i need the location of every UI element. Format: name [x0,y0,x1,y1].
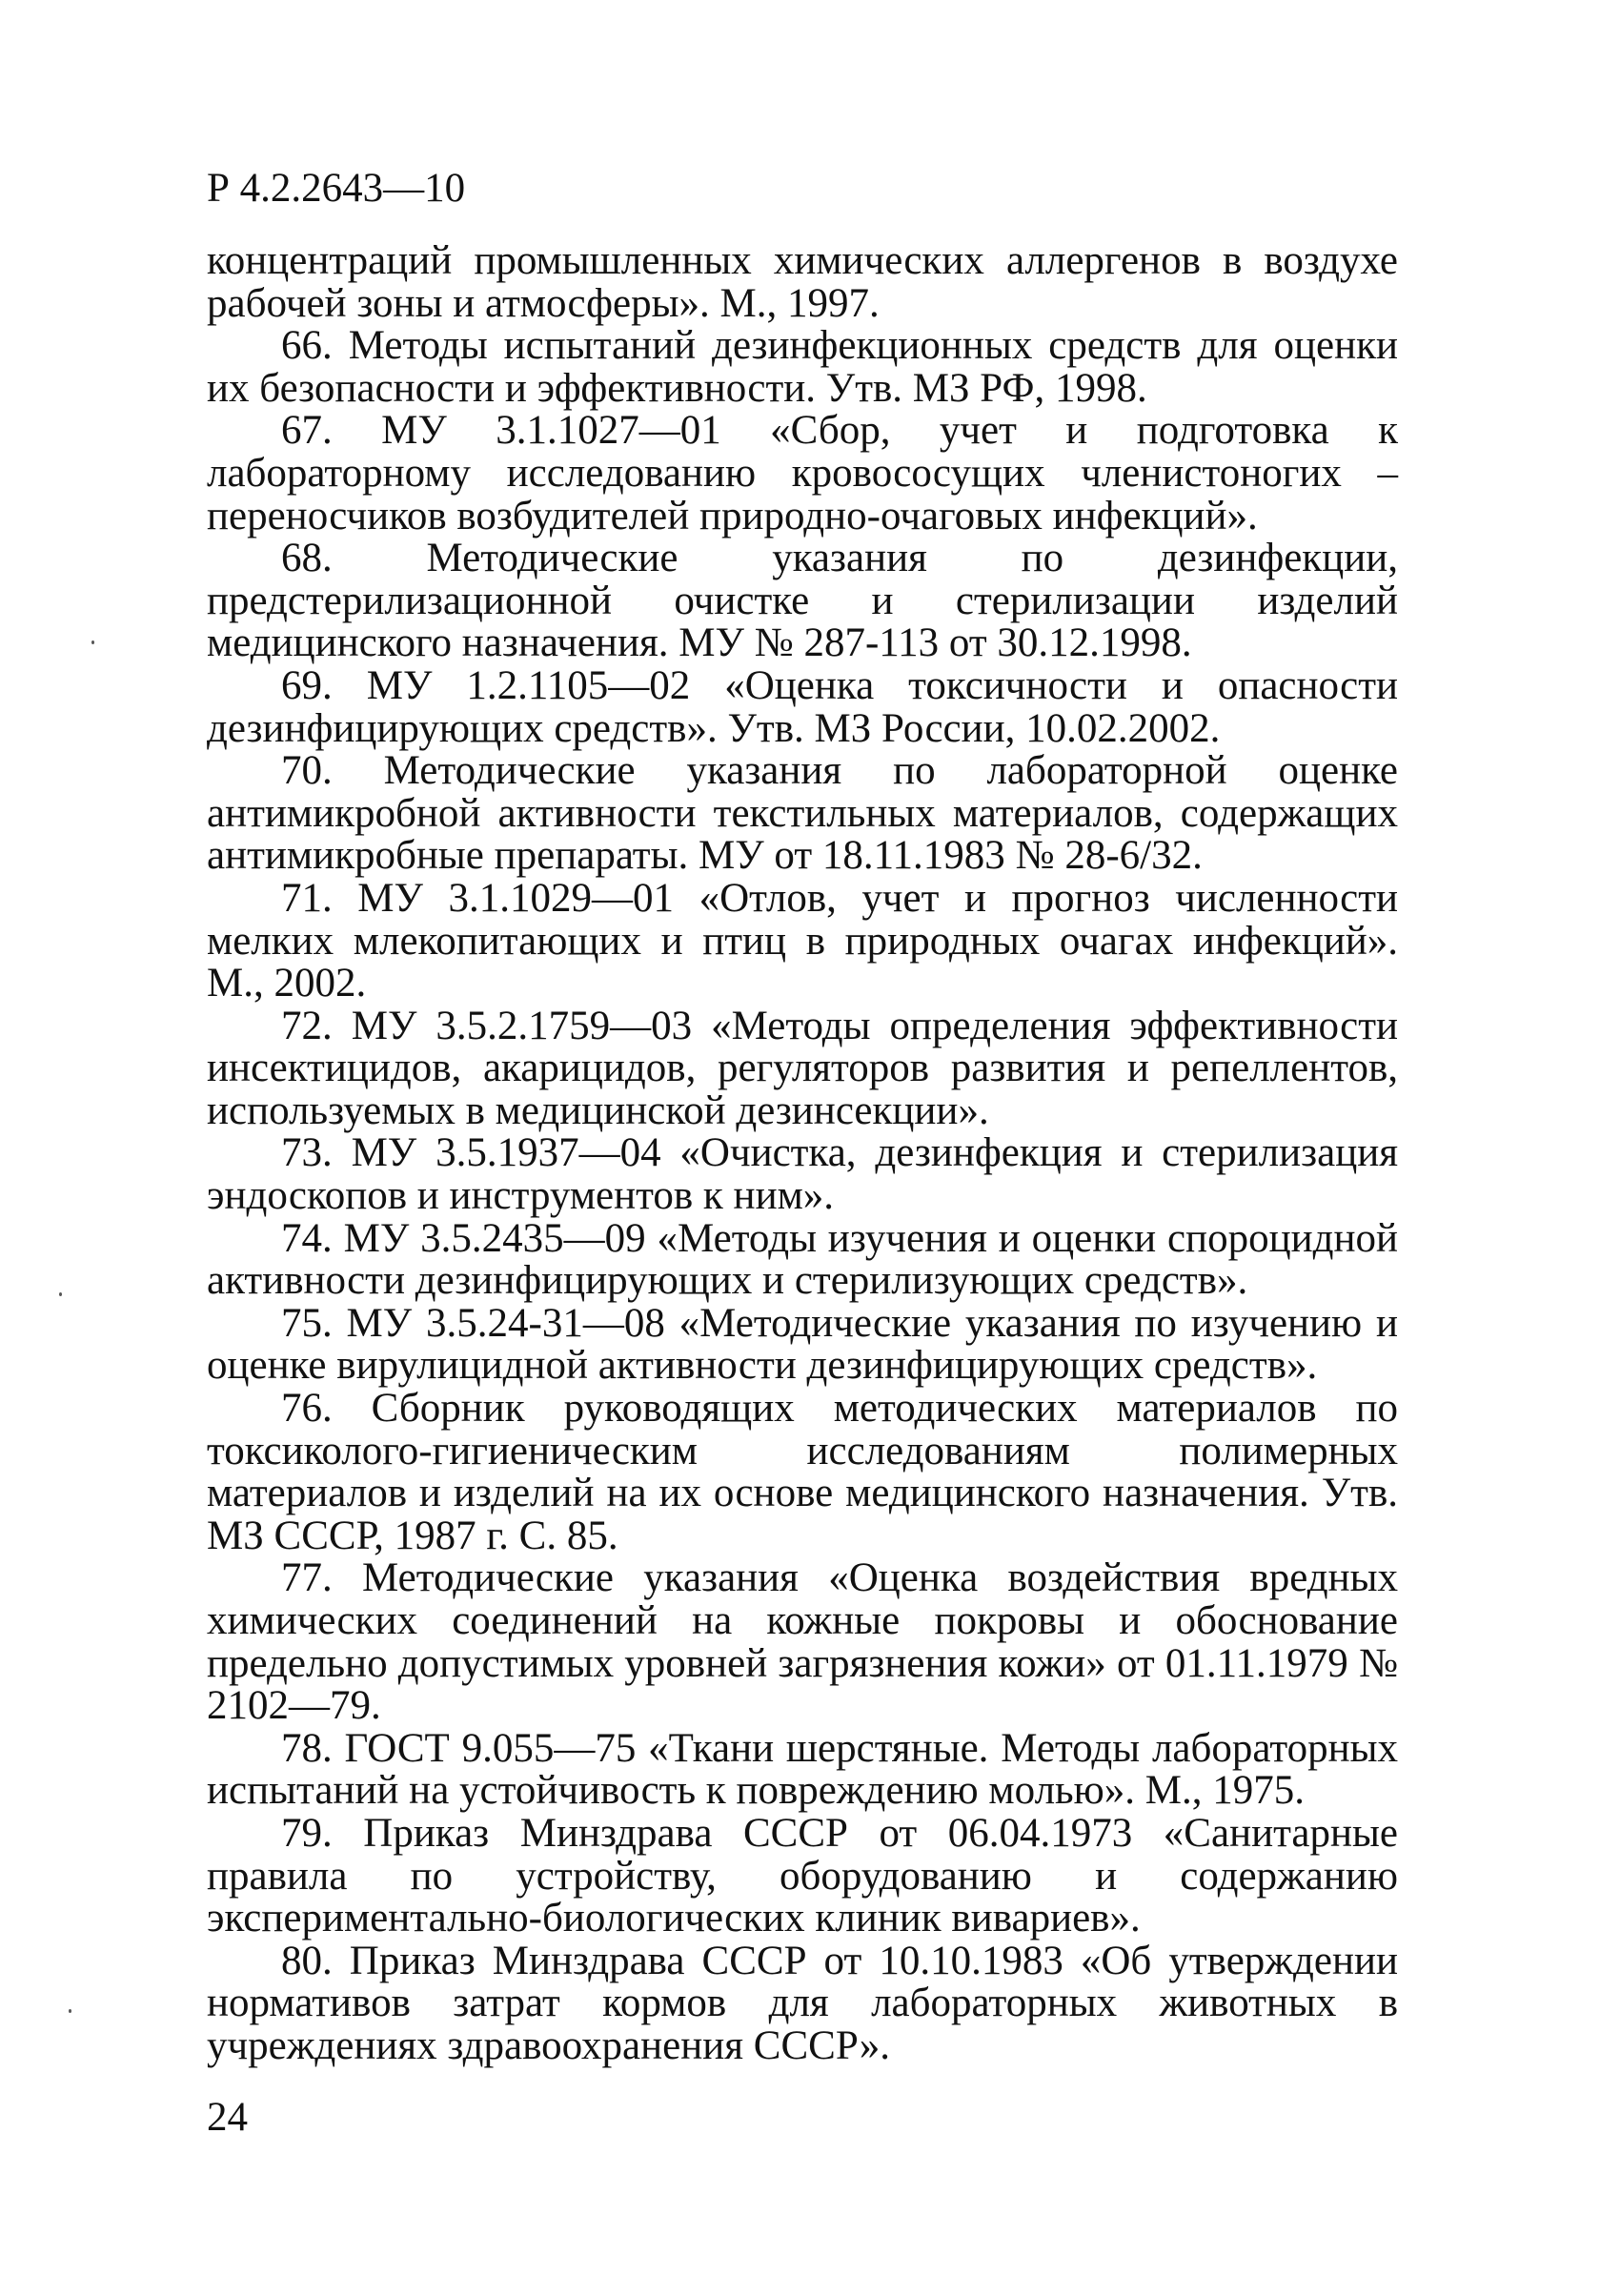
reference-item-78: 78. ГОСТ 9.055—75 «Ткани шерстяные. Методы лабораторных испытаний на устойчивость к повреждению молью». М., 1975. [207,1725,1398,1814]
scan-speck [91,640,94,644]
page-number: 24 [207,2095,248,2140]
reference-item-72: 72. МУ 3.5.2.1759—03 «Методы определения эффективности инсектицидов, акарицидов, регуляторов развития и репеллентов, используемых в медицинской дезинсекции». [207,1003,1398,1133]
reference-item-76: 76. Сборник руководящих методических материалов по токсиколого-гигиеническим исследованиям полимерных материалов и изделий на их основе медицинского назначения. Утв. МЗ СССР, 1987 г. С. 85. [207,1386,1398,1558]
document-id-header: Р 4.2.2643—10 [207,166,466,211]
reference-item-67: 67. МУ 3.1.1027—01 «Сбор, учет и подготовка к лабораторному исследованию кровососущих членистоногих – переносчиков возбудителей природно-очаговых инфекций». [207,408,1398,538]
reference-item-77: 77. Методические указания «Оценка воздействия вредных химических соединений на кожные покровы и обоснование предельно допустимых уровней загрязнения кожи» от 01.11.1979 № 2102—79. [207,1555,1398,1729]
reference-item-73: 73. МУ 3.5.1937—04 «Очистка, дезинфекция и стерилизация эндоскопов и инструментов к ним». [207,1130,1398,1219]
reference-item-71: 71. МУ 3.1.1029—01 «Отлов, учет и прогноз численности мелких млекопитающих и птиц в природных очагах инфекций». М., 2002. [207,875,1398,1006]
reference-item-80: 80. Приказ Минздрава СССР от 10.10.1983 «Об утверждении нормативов затрат кормов для лабораторных животных в учреждениях здравоохранения СССР». [207,1938,1398,2068]
reference-continuation: концентраций промышленных химических аллергенов в воздухе рабочей зоны и атмосферы». М., 1997. [207,238,1398,326]
reference-item-69: 69. МУ 1.2.1105—02 «Оценка токсичности и опасности дезинфицирующих средств». Утв. МЗ России, 10.02.2002. [207,662,1398,751]
scan-speck [69,2009,71,2013]
reference-item-66: 66. Методы испытаний дезинфекционных средств для оценки их безопасности и эффективности. Утв. МЗ РФ, 1998. [207,323,1398,411]
reference-list [207,240,1398,2068]
reference-item-74: 74. МУ 3.5.2435—09 «Методы изучения и оценки спороцидной активности дезинфицирующих и стерилизующих средств». [207,1215,1398,1304]
reference-item-70: 70. Методические указания по лабораторной оценке антимикробной активности текстильных материалов, содержащих антимикробные препараты. МУ от 18.11.1983 № 28-6/32. [207,748,1398,879]
reference-item-75: 75. МУ 3.5.24-31—08 «Методические указания по изучению и оценке вирулицидной активности дезинфицирующих средств». [207,1300,1398,1389]
reference-item-68: 68. Методические указания по дезинфекции, предстерилизационной очистке и стерилизации изделий медицинского назначения. МУ № 287-113 от 30.12.1998. [207,536,1398,666]
reference-item-79: 79. Приказ Минздрава СССР от 06.04.1973 «Санитарные правила по устройству, оборудованию и содержанию экспериментально-биологических клиник вивариев». [207,1810,1398,1941]
scan-speck [59,1292,62,1296]
